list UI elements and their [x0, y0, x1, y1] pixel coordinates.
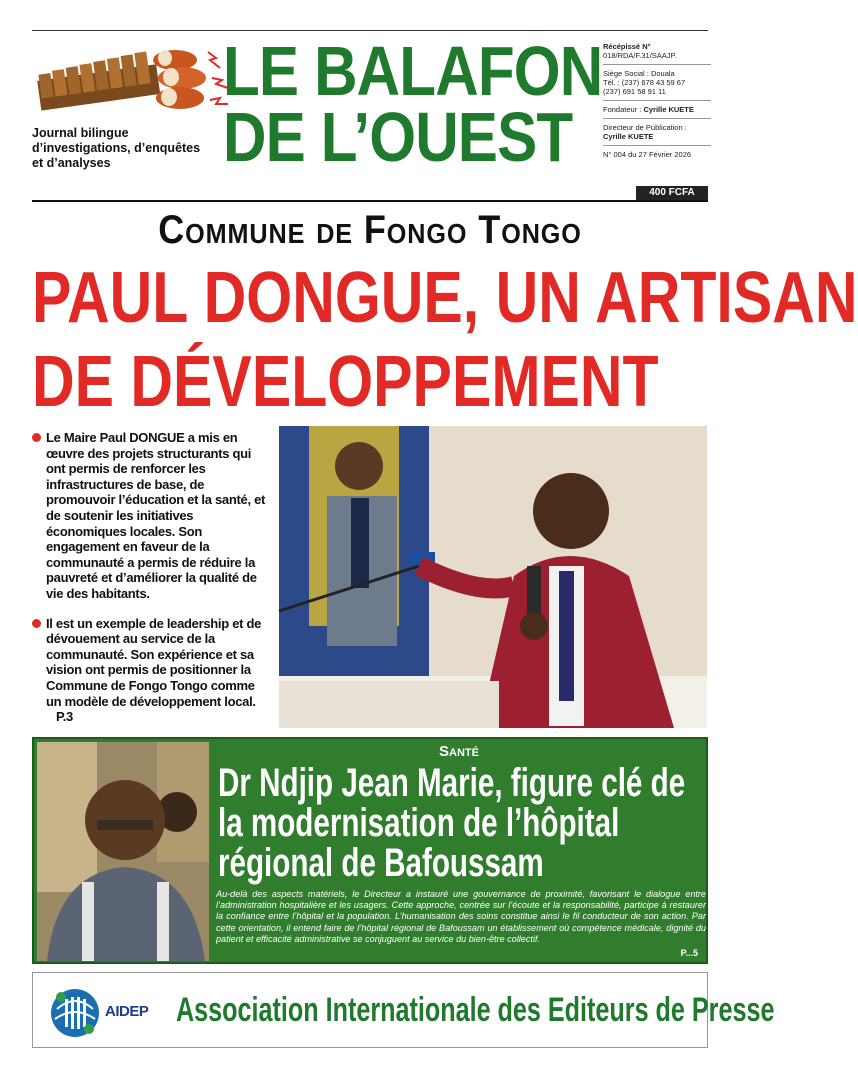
fondateur-label: Fondateur :: [603, 105, 642, 114]
telephone-2: (237) 691 58 91 11: [603, 87, 666, 96]
directeur-name: Cyrille KUETE: [603, 132, 654, 141]
health-page-reference: P...5: [680, 948, 698, 958]
title-line-2: DE L’OUEST: [223, 98, 573, 176]
doctor-portrait-photo: [37, 742, 209, 961]
health-story-box: [32, 737, 708, 964]
main-story-text: [32, 430, 272, 739]
association-name: Association Internationale des Editeurs de Presse: [176, 991, 775, 1029]
bullet-icon: [32, 433, 41, 442]
directeur-label: Directeur de Publication :: [603, 123, 687, 132]
top-rule: [32, 30, 708, 31]
recepisse-block: [603, 42, 711, 65]
publication-info: [603, 42, 711, 159]
siege-social: Siège Social : Douala: [603, 69, 675, 78]
tagline: Journal bilingue d’investigations, d’enquêtes et d’analyses: [32, 126, 201, 170]
paragraph-1-text: Le Maire Paul DONGUE a mis en œuvre des projets structurants qui ont permis de renforcer les infrastructures de base, de promouvoir l’éducation et la santé, et de soutenir les initiatives économiques locales. Son engagement en faveur de la communauté a permis de réduire la pauvreté et d’améliorer la qualité de vie des habitants.: [46, 430, 266, 601]
fondateur-name: Cyrille KUETE: [643, 105, 694, 114]
directeur-block: [603, 123, 711, 146]
telephone-1: Tél. : (237) 678 43 59 67: [603, 78, 686, 87]
health-kicker: Santé: [439, 743, 479, 760]
mayor-speaking-photo: [279, 426, 707, 728]
main-headline-line-1: PAUL DONGUE, UN ARTISAN: [32, 258, 858, 338]
page-reference: P.3: [56, 709, 73, 725]
main-headline-line-2: DE DÉVELOPPEMENT: [32, 342, 659, 422]
aidep-banner: [32, 972, 775, 1048]
main-paragraph-2: [32, 616, 272, 725]
bullet-icon: [32, 619, 41, 628]
contact-block: [603, 69, 711, 101]
title-line-1: LE BALAFON: [223, 32, 603, 110]
masthead-rule: [32, 200, 708, 202]
main-kicker: Commune de Fongo Tongo: [158, 208, 582, 252]
price-badge: 400 FCFA: [636, 186, 708, 200]
fondateur-block: [603, 105, 711, 119]
health-title: Dr Ndjip Jean Marie, figure clé de la modernisation de l’hôpital régional de Bafoussam: [218, 761, 686, 885]
issue-number: N° 004 du 27 Février 2026: [603, 150, 692, 159]
paragraph-2-text: Il est un exemple de leadership et de dévouement au service de la communauté. Son expérience et sa vision ont permis de positionner la Commune de Fongo Tongo comme un modèle de développement local.: [46, 615, 262, 709]
recepisse-value: 018/RDA/F.31/SAAJP.: [603, 51, 677, 60]
health-body-text: Au-delà des aspects matériels, le Directeur a instauré une gouvernance de proximité, favorisant le dialogue entre l’administration hospitalière et les usagers. Cette approche, centrée sur l’écoute et la responsabilité, participe à restaurer la confiance entre l’hôpital et la population. L’humanisation des soins constitue ainsi le fil conducteur de son action. Par cette orientation, il entend faire de l’hôpital régional de Bafoussam un établissement où compétence médicale, dignité du patient et efficacité administrative se conjuguent au service du bien-être collectif.: [216, 889, 706, 944]
recepisse-label: Récépissé N°: [603, 42, 651, 51]
newspaper-title: [195, 32, 603, 176]
main-paragraph-1: [32, 430, 272, 602]
aidep-logo-text: AIDEP: [105, 1003, 149, 1020]
